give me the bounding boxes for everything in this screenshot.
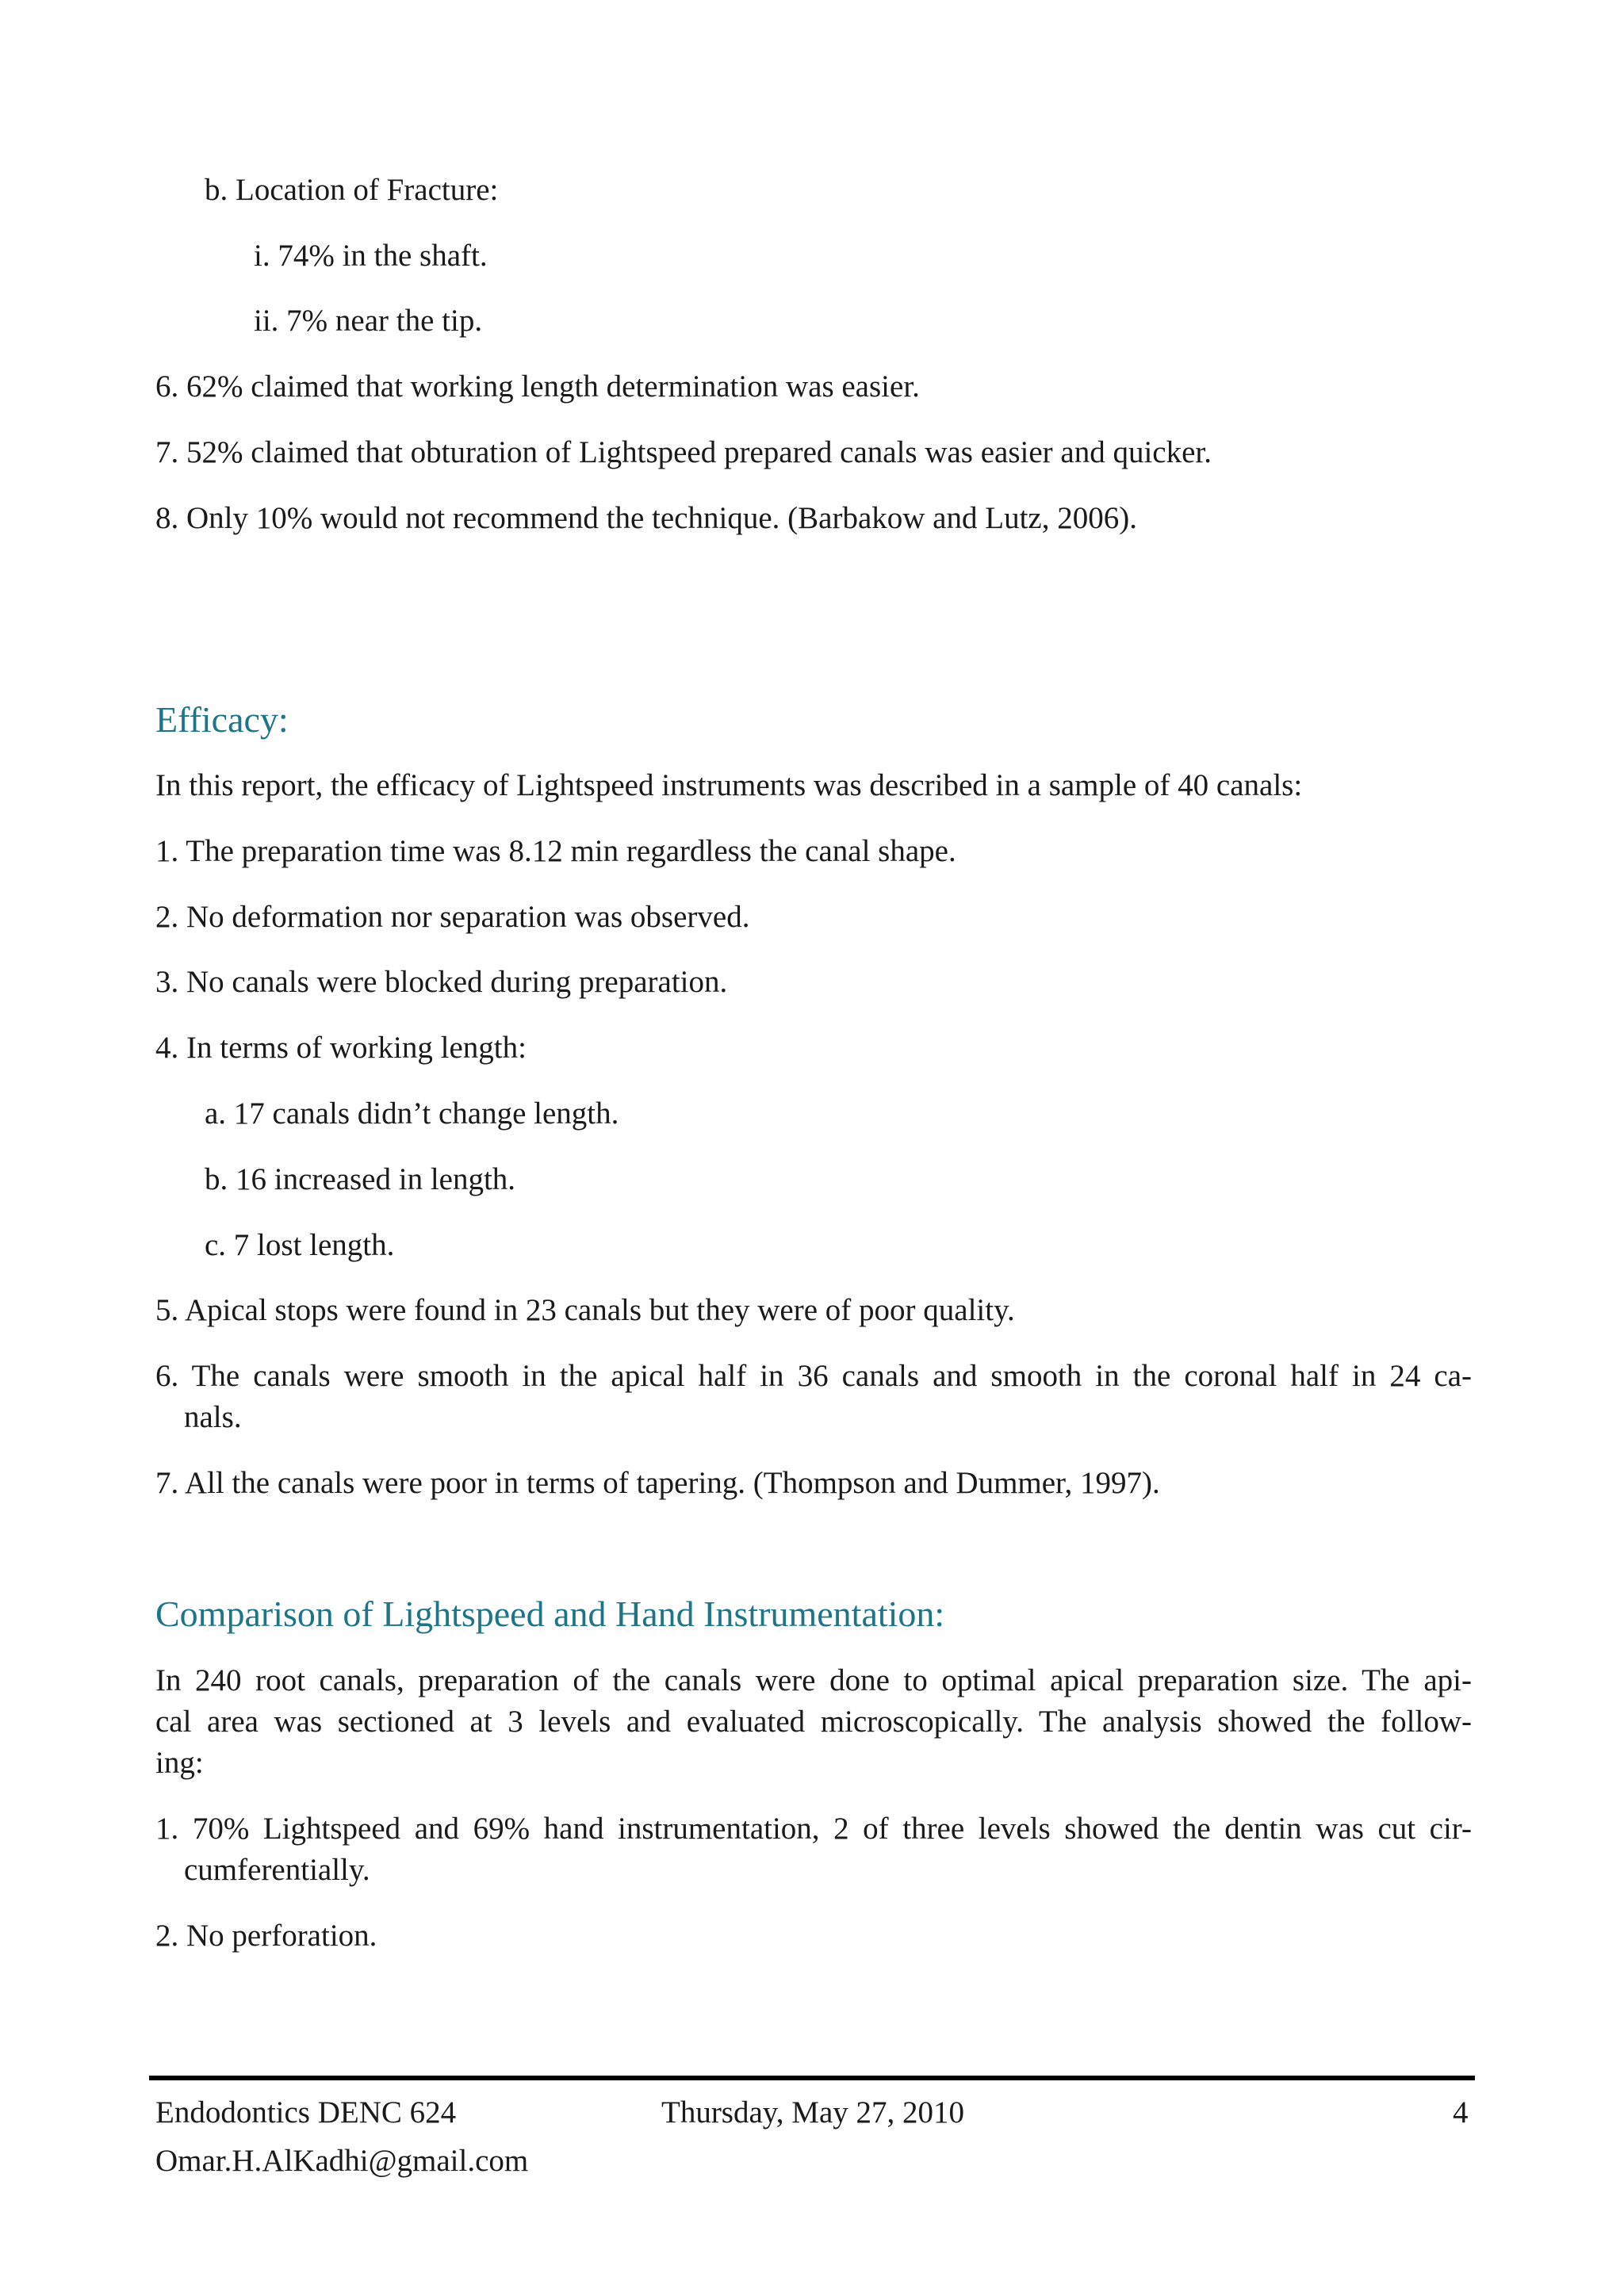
comparison-item-1-line-2: cumferentially. [184,1853,370,1887]
efficacy-item-3: 3. No canals were blocked during preparation. [155,965,728,999]
efficacy-item-5: 5. Apical stops were found in 23 canals but they were of poor quality. [155,1293,1015,1327]
comparison-intro-line-1: In 240 root canals, preparation of the canals were done to optimal apical preparation size. The api- [155,1663,1472,1697]
list-item-obturation: 7. 52% claimed that obturation of Lightspeed prepared canals was easier and quicker. [155,435,1212,469]
efficacy-item-1: 1. The preparation time was 8.12 min regardless the canal shape. [155,834,956,868]
list-item-location-of-fracture: b. Location of Fracture: [205,173,499,207]
comparison-intro-line-2: cal area was sectioned at 3 levels and evaluated microscopically. The analysis showed the follow- [155,1705,1472,1739]
efficacy-item-4b: b. 16 increased in length. [205,1162,516,1196]
list-item-working-length: 6. 62% claimed that working length determination was easier. [155,369,920,404]
list-item-recommend: 8. Only 10% would not recommend the technique. (Barbakow and Lutz, 2006). [155,501,1137,535]
footer-rule [149,2076,1475,2080]
footer-date: Thursday, May 27, 2010 [661,2095,965,2130]
efficacy-item-4: 4. In terms of working length: [155,1031,527,1065]
comparison-item-2: 2. No perforation. [155,1919,377,1953]
footer-email: Omar.H.AlKadhi@gmail.com [155,2144,529,2178]
list-item-tip: ii. 7% near the tip. [254,304,483,338]
comparison-item-1-line-1: 1. 70% Lightspeed and 69% hand instrumentation, 2 of three levels showed the dentin was cut cir- [155,1812,1472,1846]
efficacy-item-4c: c. 7 lost length. [205,1228,395,1262]
footer-page-number: 4 [1453,2095,1469,2130]
list-item-shaft: i. 74% in the shaft. [254,239,488,273]
efficacy-item-6-line-1: 6. The canals were smooth in the apical half in 36 canals and smooth in the coronal half in 24 ca- [155,1359,1472,1393]
comparison-intro-line-3: ing: [155,1746,204,1780]
efficacy-item-2: 2. No deformation nor separation was observed. [155,900,750,934]
efficacy-item-6-line-2: nals. [184,1400,242,1434]
footer-course: Endodontics DENC 624 [155,2095,457,2130]
section-heading-efficacy: Efficacy: [155,699,289,740]
efficacy-intro: In this report, the efficacy of Lightspeed instruments was described in a sample of 40 canals: [155,768,1303,802]
efficacy-item-4a: a. 17 canals didn’t change length. [205,1096,619,1131]
section-heading-comparison: Comparison of Lightspeed and Hand Instrumentation: [155,1594,945,1634]
efficacy-item-7: 7. All the canals were poor in terms of tapering. (Thompson and Dummer, 1997). [155,1466,1160,1500]
